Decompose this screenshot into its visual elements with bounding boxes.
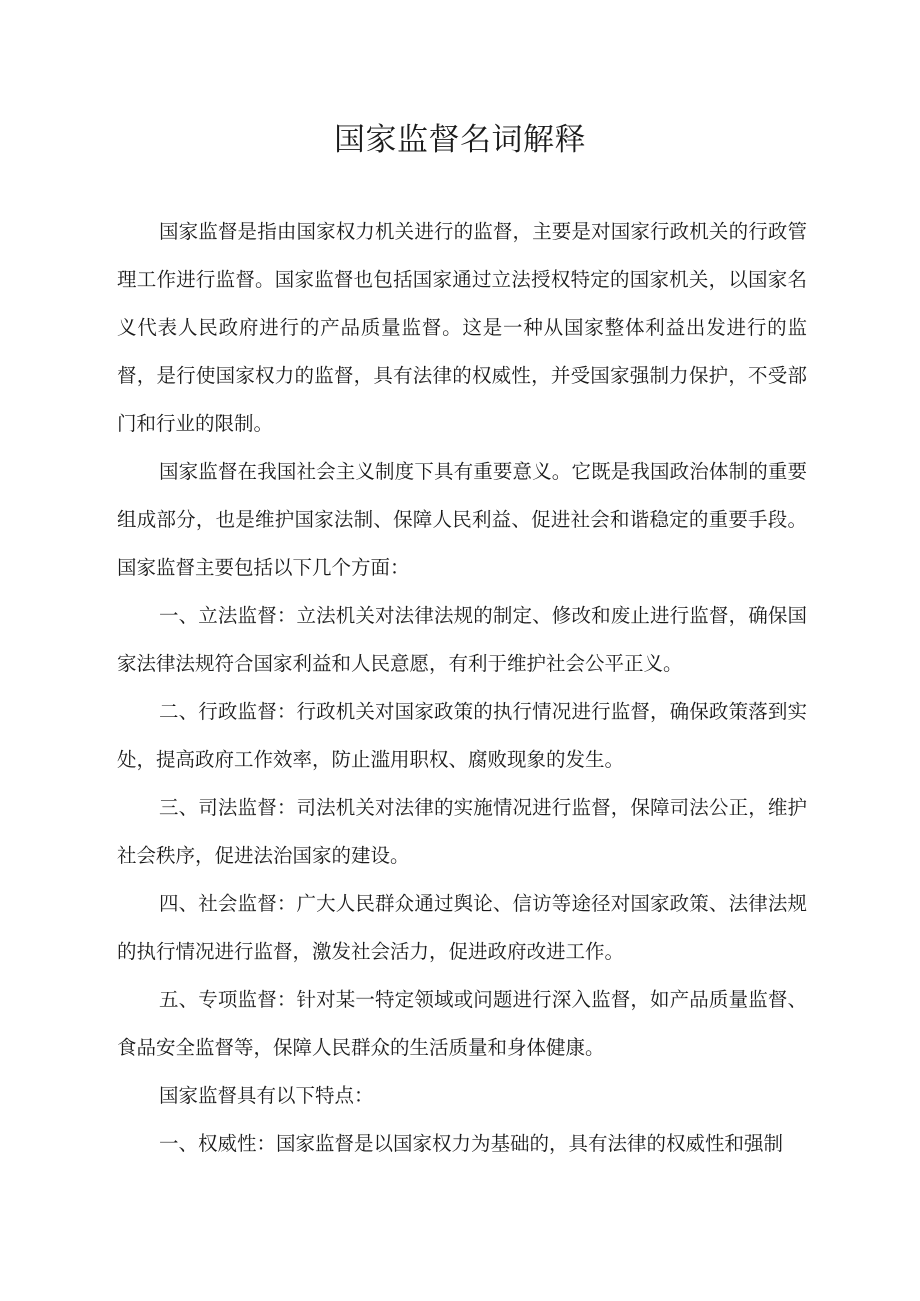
document-body xyxy=(117,208,807,1168)
paragraph-legislative-supervision: 一、立法监督：立法机关对法律法规的制定、修改和废止进行监督，确保国家法律法规符合国家利益和人民意愿，有利于维护社会公平正义。 xyxy=(117,604,807,675)
paragraph-judicial-supervision: 三、司法监督：司法机关对法律的实施情况进行监督，保障司法公正，维护社会秩序，促进法治国家的建设。 xyxy=(117,796,807,867)
paragraph-authority-feature: 一、权威性：国家监督是以国家权力为基础的，具有法律的权威性和强制 xyxy=(159,1132,784,1155)
document-title: 国家监督名词解释 xyxy=(334,122,586,158)
paragraph-social-supervision: 四、社会监督：广大人民群众通过舆论、信访等途径对国家政策、法律法规的执行情况进行监督，激发社会活力，促进政府改进工作。 xyxy=(117,892,807,963)
paragraph-features-intro: 国家监督具有以下特点： xyxy=(159,1084,374,1107)
paragraph-significance: 国家监督在我国社会主义制度下具有重要意义。它既是我国政治体制的重要组成部分，也是维护国家法制、保障人民利益、促进社会和谐稳定的重要手段。国家监督主要包括以下几个方面： xyxy=(117,460,807,579)
paragraph-definition: 国家监督是指由国家权力机关进行的监督，主要是对国家行政机关的行政管理工作进行监督。国家监督也包括国家通过立法授权特定的国家机关，以国家名义代表人民政府进行的产品质量监督。这是一种从国家整体利益出发进行的监督，是行使国家权力的监督，具有法律的权威性，并受国家强制力保护，不受部门和行业的限制。 xyxy=(117,220,807,435)
paragraph-special-supervision: 五、专项监督：针对某一特定领域或问题进行深入监督，如产品质量监督、食品安全监督等，保障人民群众的生活质量和身体健康。 xyxy=(117,988,807,1059)
paragraph-administrative-supervision: 二、行政监督：行政机关对国家政策的执行情况进行监督，确保政策落到实处，提高政府工作效率，防止滥用职权、腐败现象的发生。 xyxy=(117,700,807,771)
